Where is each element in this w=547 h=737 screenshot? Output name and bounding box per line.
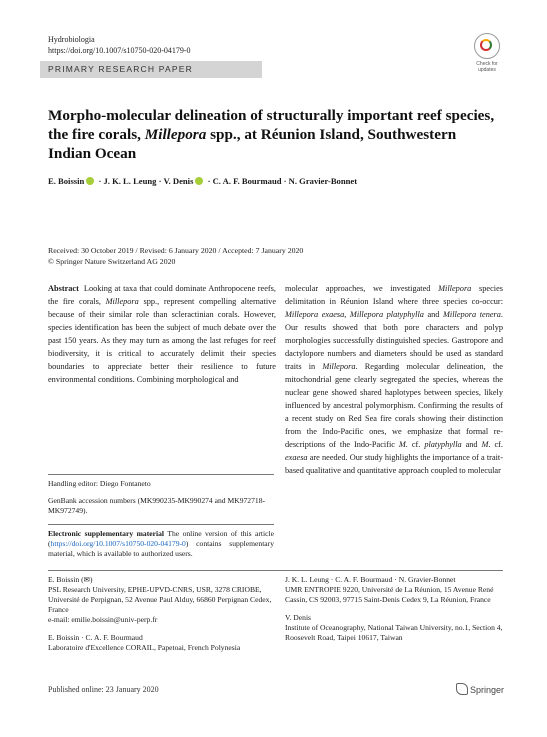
abstract-italic: Millepora <box>105 297 139 306</box>
affiliations-right <box>285 575 503 643</box>
affiliation-authors: J. K. L. Leung · C. A. F. Bourmaud · N. Gravier-Bonnet <box>285 575 456 584</box>
title-italic: Millepora <box>144 126 207 143</box>
paper-title <box>48 106 498 163</box>
affiliation: PSL Research University, EPHE-UPVD-CNRS, USR, 3278 CRIOBE, Université de Perpignan, 52 Avenue Paul Alduy, 66860 Perpignan Cedex, France <box>48 585 272 614</box>
handling-editor: Handling editor: Diego Fontaneto <box>48 479 151 488</box>
journal-name: Hydrobiologia <box>48 35 95 44</box>
affiliation: UMR ENTROPIE 9220, Université de La Réunion, 15 Avenue René Cassin, CS 92003, 97715 Saint-Denis Cedex 9, La Réunion, France <box>285 585 494 604</box>
spacer <box>48 625 272 633</box>
italic: Millepora <box>438 284 472 293</box>
email[interactable]: e-mail: emilie.boissin@univ-perp.fr <box>48 615 158 624</box>
check-for-updates-badge[interactable] <box>471 33 503 73</box>
orcid-icon[interactable] <box>86 177 94 185</box>
abstract-text: Looking at taxa that could dominate Anthropocene reefs, the fire corals, <box>48 284 276 306</box>
publisher-name: Springer <box>470 685 505 695</box>
affiliation: Laboratoire d'Excellence CORAIL, Papetoai, French Polynesia <box>48 643 241 652</box>
text: molecular approaches, we investigated <box>285 284 439 293</box>
corresponding-author: E. Boissin (✉) <box>48 575 93 584</box>
text: . Regarding molecular delineation, the mitochondrial gene clearly segregated the species, whereas the nuclear gene showed shared haplotypes between species, likely influenced by ancestral polymorphism. Confirming the results of a recent study on Red Sea fire corals showing their distinction from the Indo-Pacific ones, we emphasize that formal re-descriptions of the Indo-Pacific <box>285 362 503 449</box>
springer-horse-icon <box>456 683 468 695</box>
italic: Millepora <box>322 362 356 371</box>
italic: Millepora tenera <box>443 310 501 319</box>
affiliation-authors: E. Boissin · C. A. F. Bourmaud <box>48 633 143 642</box>
author-list <box>48 176 518 186</box>
italic: M. <box>398 440 408 449</box>
history-dates: Received: 30 October 2019 / Revised: 6 January 2020 / Accepted: 7 January 2020 <box>48 246 304 255</box>
divider <box>48 570 503 571</box>
text: cf. <box>407 440 425 449</box>
esm-text-end: ) contains supplementary material, which is available to authorized users. <box>48 539 274 558</box>
crossmark-icon <box>474 33 500 59</box>
italic: exaesa <box>285 453 308 462</box>
abstract-label: Abstract <box>48 284 79 293</box>
authors-middle: · J. K. L. Leung · V. Denis <box>96 176 194 186</box>
authors-end: · C. A. F. Bourmaud · N. Gravier-Bonnet <box>205 176 358 186</box>
orcid-icon[interactable] <box>195 177 203 185</box>
text: cf. <box>490 440 503 449</box>
article-type-banner <box>40 61 262 78</box>
article-doi[interactable]: https://doi.org/10.1007/s10750-020-04179-0 <box>48 46 191 55</box>
esm-text: The online version of this article ( <box>48 529 274 548</box>
genbank-note: GenBank accession numbers (MK990235-MK990274 and MK972718-MK972749). <box>48 496 266 515</box>
divider <box>48 524 274 525</box>
divider <box>48 474 274 475</box>
text: species delimitation in Réunion Island where three species co-occur: <box>285 284 503 306</box>
article-dates <box>48 245 303 267</box>
affiliation: Institute of Oceanography, National Taiwan University, no.1, Section 4, Roosevelt Road, Taipei 10617, Taiwan <box>285 623 503 642</box>
journal-header <box>48 34 191 56</box>
copyright-line: © Springer Nature Switzerland AG 2020 <box>48 257 176 266</box>
abstract-continued <box>285 282 503 477</box>
text: , <box>344 310 350 319</box>
abstract-text-cont: spp., represent compelling alternative because of their similar role than scleractinian corals. However, species identification has been the subject of much debate over the past 150 years. As they may turn as among the last refuges for reef biodiversity, it is critical to accurately delimit their species boundaries to appreciate better their resilience to future environmental conditions. Combining morphological and <box>48 297 276 384</box>
affiliation-authors: V. Denis <box>285 613 312 622</box>
italic: Millepora platyphylla <box>349 310 424 319</box>
author-boissin[interactable]: E. Boissin <box>48 176 85 186</box>
text: . Our results showed that both pore characters and polyp morphologies successfully distinguished species. Gastropore and dactylopore numbers and diameters should be used as standard traits in <box>285 310 503 371</box>
publisher-logo[interactable] <box>456 683 504 695</box>
published-date: Published online: 23 January 2020 <box>48 685 159 694</box>
title-text-end: spp., at Réunion Island, Southwestern Indian Ocean <box>48 126 457 162</box>
esm-note <box>48 529 274 559</box>
text: and <box>423 310 443 319</box>
italic: Millepora exaesa <box>285 310 345 319</box>
abstract <box>48 282 276 386</box>
badge-line-2: updates <box>478 67 496 73</box>
spacer <box>285 605 503 613</box>
badge-line-1: Check for <box>476 61 498 67</box>
text: are needed. Our study highlights the importance of a trait-based qualitative and quantitative approach coupled to molecular <box>285 453 503 475</box>
esm-label: Electronic supplementary material <box>48 529 165 538</box>
esm-link[interactable]: https://doi.org/10.1007/s10750-020-04179-0 <box>50 539 186 548</box>
article-type-label: PRIMARY RESEARCH PAPER <box>48 64 193 74</box>
italic: platyphylla <box>424 440 462 449</box>
title-text: Morpho-molecular delineation of structurally important reef species, the fire corals, <box>48 107 495 143</box>
text: and <box>461 440 482 449</box>
italic: M. <box>481 440 491 449</box>
affiliations-left <box>48 575 272 653</box>
